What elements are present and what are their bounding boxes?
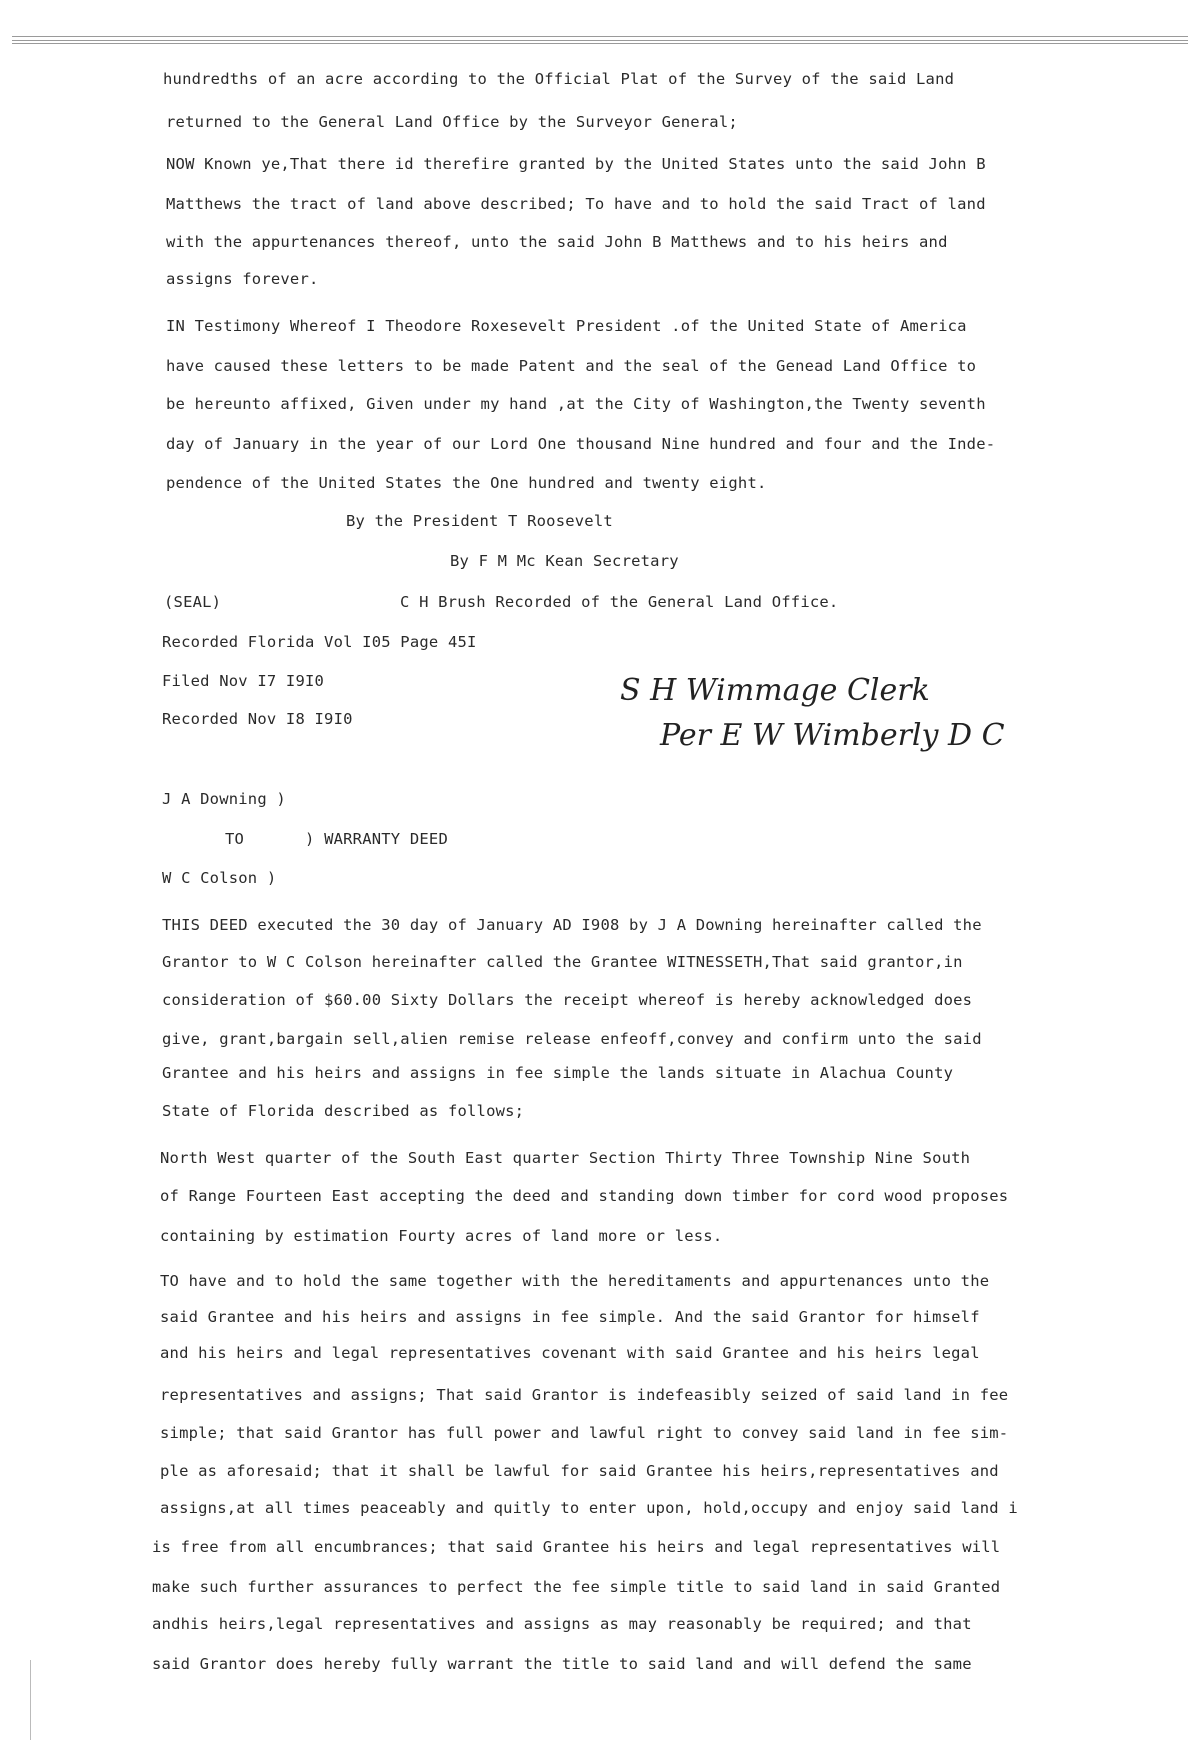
text-line: State of Florida described as follows; <box>162 1102 525 1120</box>
text-line: said Grantee and his heirs and assigns in fee simple. And the said Grantor for himself <box>160 1308 980 1326</box>
text-line: simple; that said Grantor has full power and lawful right to convey said land in fee sim- <box>160 1424 1009 1442</box>
text-line: pendence of the United States the One hundred and twenty eight. <box>166 474 767 492</box>
signature-president: By the President T Roosevelt <box>346 512 613 530</box>
text-line: IN Testimony Whereof I Theodore Roxesevelt President .of the United State of America <box>166 317 967 335</box>
party-grantor: J A Downing ) <box>162 790 286 808</box>
text-line: make such further assurances to perfect the fee simple title to said land in said Granted <box>152 1578 1001 1596</box>
margin-mark <box>30 1660 35 1740</box>
text-line: be hereunto affixed, Given under my hand ,at the City of Washington,the Twenty seventh <box>166 395 986 413</box>
text-line: give, grant,bargain sell,alien remise release enfeoff,convey and confirm unto the said <box>162 1030 982 1048</box>
text-line: Matthews the tract of land above described; To have and to hold the said Tract of land <box>166 195 986 213</box>
text-line: have caused these letters to be made Patent and the seal of the Genead Land Office to <box>166 357 977 375</box>
clerk-signature <box>600 660 1050 780</box>
recorded-date: Recorded Nov I8 I9I0 <box>162 710 353 728</box>
legal-description: North West quarter of the South East quarter Section Thirty Three Township Nine South <box>160 1149 971 1167</box>
text-line: Grantor to W C Colson hereinafter called the Grantee WITNESSETH,That said grantor,in <box>162 953 963 971</box>
signature-line-2: Per E W Wimberly D C <box>660 718 1005 753</box>
text-line: said Grantor does hereby fully warrant the title to said land and will defend the same <box>152 1655 972 1673</box>
text-line: THIS DEED executed the 30 day of January AD I908 by J A Downing hereinafter called the <box>162 916 982 934</box>
text-line: andhis heirs,legal representatives and assigns as may reasonably be required; and that <box>152 1615 972 1633</box>
party-grantee: W C Colson ) <box>162 869 277 887</box>
signature-line-1: S H Wimmage Clerk <box>620 673 930 708</box>
text-line: assigns,at all times peaceably and quitly to enter upon, hold,occupy and enjoy said land i <box>160 1499 1018 1517</box>
legal-description: containing by estimation Fourty acres of land more or less. <box>160 1227 723 1245</box>
text-line: assigns forever. <box>166 270 319 288</box>
text-line: day of January in the year of our Lord One thousand Nine hundred and four and the Inde- <box>166 435 996 453</box>
signature-secretary: By F M Mc Kean Secretary <box>450 552 679 570</box>
text-line: hundredths of an acre according to the Official Plat of the Survey of the said Land <box>163 70 955 88</box>
text-line: consideration of $60.00 Sixty Dollars the receipt whereof is hereby acknowledged does <box>162 991 973 1009</box>
recording-info: Recorded Florida Vol I05 Page 45I <box>162 633 477 651</box>
top-rule <box>12 36 1188 37</box>
text-line: with the appurtenances thereof, unto the said John B Matthews and to his heirs and <box>166 233 948 251</box>
filed-date: Filed Nov I7 I9I0 <box>162 672 325 690</box>
party-to: TO <box>225 830 245 848</box>
text-line: representatives and assigns; That said Grantor is indefeasibly seized of said land in fee <box>160 1386 1009 1404</box>
text-line: returned to the General Land Office by the Surveyor General; <box>166 113 738 131</box>
text-line: is free from all encumbrances; that said Grantee his heirs and legal representatives will <box>152 1538 1001 1556</box>
text-line: ple as aforesaid; that it shall be lawful for said Grantee his heirs,representatives and <box>160 1462 999 1480</box>
recorder-line: C H Brush Recorded of the General Land Office. <box>400 593 839 611</box>
text-line: NOW Known ye,That there id therefire granted by the United States unto the said John B <box>166 155 986 173</box>
legal-description: of Range Fourteen East accepting the deed and standing down timber for cord wood proposes <box>160 1187 1009 1205</box>
seal-label: (SEAL) <box>164 593 222 611</box>
text-line: and his heirs and legal representatives covenant with said Grantee and his heirs legal <box>160 1344 980 1362</box>
text-line: TO have and to hold the same together with the hereditaments and appurtenances unto the <box>160 1272 990 1290</box>
deed-title: ) WARRANTY DEED <box>305 830 448 848</box>
top-rule-2 <box>12 40 1188 41</box>
text-line: Grantee and his heirs and assigns in fee simple the lands situate in Alachua County <box>162 1064 954 1082</box>
top-rule-3 <box>12 43 1188 44</box>
